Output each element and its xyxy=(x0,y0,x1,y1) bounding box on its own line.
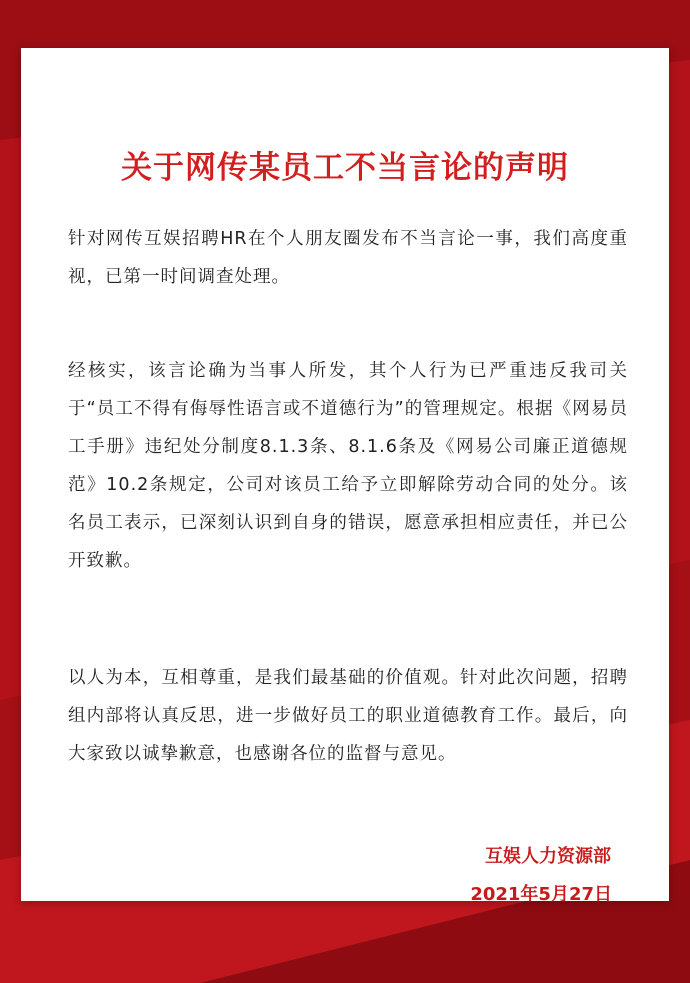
statement-paragraph-2: 经核实，该言论确为当事人所发，其个人行为已严重违反我司关于“员工不得有侮辱性语言或不道德行为”的管理规定。根据《网易员工手册》违纪处分制度8.1.3条、8.1.6条及《网易公司廉正道德规范》10.2条规定，公司对该员工给予立即解除劳动合同的处分。该名员工表示，已深刻认识到自身的错误，愿意承担相应责任，并已公开致歉。 xyxy=(68,361,628,571)
signature-department: 互娱人力资源部 xyxy=(485,846,611,867)
statement-paragraph-3: 以人为本，互相尊重，是我们最基础的价值观。针对此次问题，招聘组内部将认真反思，进一步做好员工的职业道德教育工作。最后，向大家致以诚挚歉意，也感谢各位的监督与意见。 xyxy=(68,668,628,764)
signature-date: 2021年5月27日 xyxy=(470,884,612,905)
statement-paragraph-1: 针对网传互娱招聘HR在个人朋友圈发布不当言论一事，我们高度重视，已第一时间调查处理。 xyxy=(68,229,628,287)
statement-paper xyxy=(21,48,669,905)
statement-title: 关于网传某员工不当言论的声明 xyxy=(121,150,569,186)
